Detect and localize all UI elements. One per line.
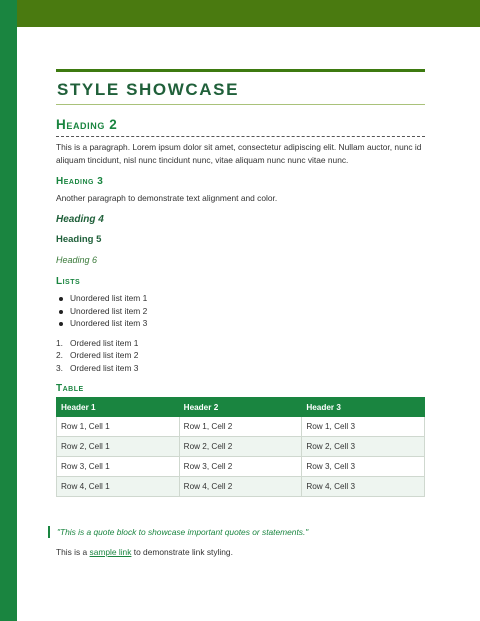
table-cell: Row 1, Cell 1 (57, 417, 180, 437)
ordered-list (56, 337, 425, 375)
table-header-cell: Header 1 (57, 398, 180, 417)
quote-block: "This is a quote block to showcase important quotes or statements." (48, 526, 425, 538)
table-cell: Row 4, Cell 2 (179, 477, 302, 497)
page-title: STYLE SHOWCASE (56, 69, 425, 105)
list-item-text: Ordered list item 2 (70, 350, 139, 360)
link-paragraph-before: This is a (56, 547, 90, 557)
list-number: 3. (56, 362, 63, 373)
table-row (57, 417, 425, 437)
table-cell: Row 3, Cell 2 (179, 457, 302, 477)
list-number: 2. (56, 350, 63, 360)
table-cell: Row 2, Cell 1 (57, 437, 180, 457)
table-cell: Row 3, Cell 3 (302, 457, 425, 477)
link-paragraph-after: to demonstrate link styling. (131, 547, 233, 557)
paragraph-2: Another paragraph to demonstrate text alignment and color. (56, 193, 278, 203)
table-row (57, 437, 425, 457)
paragraph-1: This is a paragraph. Lorem ipsum dolor sit amet, consectetur adipiscing elit. Nullam auctor, nunc id aliquam tincidunt, nisl nunc tincidunt nunc, vitae aliquam nunc nunc vitae nunc. (56, 142, 422, 165)
document-content (56, 69, 425, 559)
list-item (56, 349, 425, 362)
table-cell: Row 1, Cell 3 (302, 417, 425, 437)
table-header-cell: Header 3 (302, 398, 425, 417)
table-cell: Row 4, Cell 3 (302, 477, 425, 497)
heading-6: Heading 6 (56, 255, 98, 265)
heading-3: Heading 3 (56, 176, 104, 187)
table-header-row (57, 398, 425, 417)
table-row (57, 477, 425, 497)
list-item (56, 337, 425, 350)
table-heading: Table (56, 383, 84, 394)
heading-5: Heading 5 (56, 234, 102, 245)
table-cell: Row 1, Cell 2 (179, 417, 302, 437)
heading-4: Heading 4 (56, 214, 104, 225)
lists-heading: Lists (56, 276, 81, 287)
sample-link[interactable]: sample link (89, 547, 132, 557)
table-cell: Row 3, Cell 1 (57, 457, 180, 477)
heading-2: Heading 2 (56, 116, 425, 137)
table-cell: Row 4, Cell 1 (57, 477, 180, 497)
table-cell: Row 2, Cell 2 (179, 437, 302, 457)
list-item-text: Ordered list item 1 (70, 337, 139, 348)
list-item-text: Ordered list item 3 (70, 362, 139, 373)
data-table (56, 397, 425, 497)
table-header-cell: Header 2 (179, 398, 302, 417)
link-paragraph (56, 546, 425, 559)
list-item: Unordered list item 2 (56, 305, 425, 318)
list-item: Unordered list item 3 (56, 317, 425, 330)
table-cell: Row 2, Cell 3 (302, 437, 425, 457)
list-item (56, 362, 425, 375)
top-banner-bar (0, 0, 480, 27)
table-row (57, 457, 425, 477)
unordered-list (56, 292, 425, 330)
left-side-bar (0, 0, 17, 621)
list-item: Unordered list item 1 (56, 292, 425, 305)
list-number: 1. (56, 337, 63, 348)
